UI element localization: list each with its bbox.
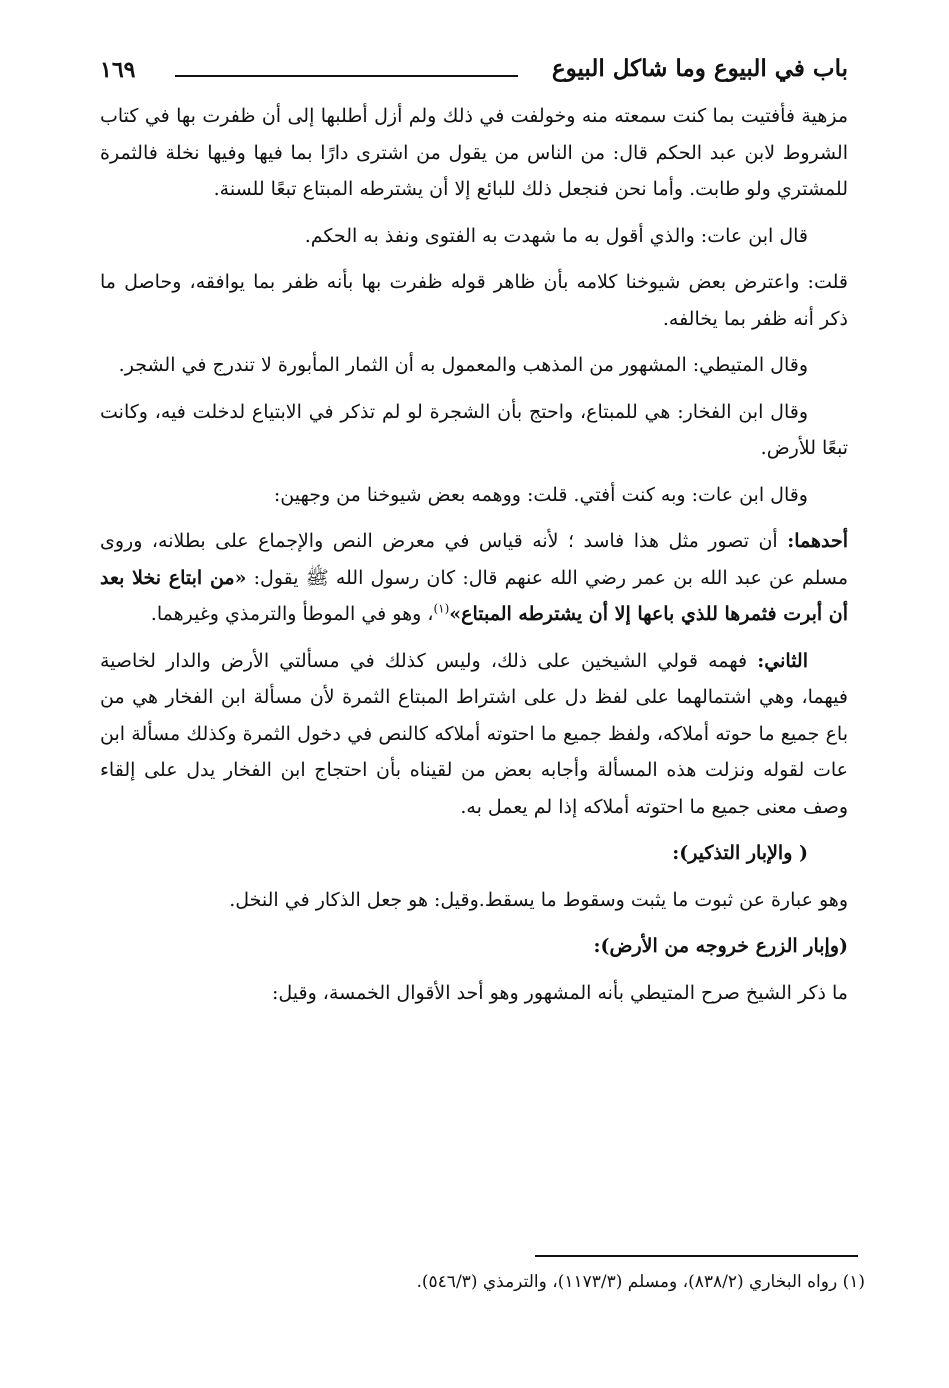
paragraph: وقال المتيطي: المشهور من المذهب والمعمول به أن الثمار المأبورة لا تندرج في الشجر. — [118, 354, 808, 376]
section-heading: ( والإبار التذكير): — [672, 842, 808, 864]
paragraph-first-objection — [100, 523, 848, 633]
lead-word: الثاني: — [757, 649, 808, 672]
paragraph: وقال ابن عات: وبه كنت أفتي. قلت: ووهمه بعض شيوخنا من وجهين: — [273, 483, 808, 506]
paragraph: مزهية فأفتيت بما كنت سمعته منه وخولفت في ذلك ولم أزل أطلبها إلى أن ظفرت بها في كتاب الشروط لابن عبد الحكم قال: من الناس من يقول من اشترى دارًا بما فيها وفيها نخلة فالثمرة للمشتري ولو طابت. وأما نحن فنجعل ذلك للبائع إلا أن يشترطه المبتاع تبعًا للسنة. — [100, 105, 848, 200]
footnote-rule — [535, 1255, 858, 1257]
lead-word: أحدهما: — [787, 530, 848, 552]
header-rule — [175, 75, 518, 77]
paragraph-second-objection — [100, 643, 848, 826]
paragraph-text: فهمه قولي الشيخين على ذلك، وليس كذلك في مسألتي الأرض والدار لخاصية فيهما، وهي اشتمالهما على لفظ دل على اشتراط المبتاع الثمرة لأن مسألة ابن الفخار هي من باع جميع ما حوته أملاكه، ولفظ جميع ما احتوته أملاكه كالنص في دخول الثمرة وكذلك مسألة ابن عات لقوله ونزلت هذه المسألة وأجابه بعض من لقيناه بأن احتجاج ابن الفخار يدل على إلقاء وصف معنى جميع ما احتوته أملاكه إذا لم يعمل به. — [100, 649, 848, 818]
footnote-ref[interactable]: (١) — [433, 601, 450, 616]
paragraph: قلت: واعترض بعض شيوخنا كلامه بأن ظاهر قوله ظفرت بها بأنه ظفر بما يوافقه، وحاصل ما ذكر أنه ظفر بما يخالفه. — [100, 271, 848, 330]
section-heading: (وإبار الزرع خروجه من الأرض): — [593, 935, 848, 957]
paragraph: وهو عبارة عن ثبوت ما يثبت وسقوط ما يسقط.وقيل: هو جعل الذكار في النخل. — [229, 888, 848, 911]
chapter-title: باب في البيوع وما شاكل البيوع — [551, 55, 848, 82]
hadith-quote: «من ابتاع نخلا بعد أن أبرت فثمرها للذي باعها إلا أن يشترطه المبتاع» — [100, 566, 848, 625]
paragraph-text: ، وهو في الموطأ والترمذي وغيرهما. — [150, 603, 434, 625]
paragraph: قال ابن عات: والذي أقول به ما شهدت به الفتوى ونفذ به الحكم. — [304, 224, 808, 247]
paragraph: وقال ابن الفخار: هي للمبتاع، واحتج بأن الشجرة لو لم تذكر في الابتياع لدخلت فيه، وكانت تبعًا للأرض. — [100, 400, 848, 459]
footnote: (١) رواه البخاري (٨٣٨/٢)، ومسلم (١١٧٣/٣)، والترمذي (٥٤٦/٣). — [416, 1272, 865, 1292]
main-text — [100, 98, 848, 1021]
page-number: ١٦٩ — [100, 57, 136, 83]
running-header — [100, 55, 848, 91]
paragraph-text: أن تصور مثل هذا فاسد ؛ لأنه قياس في معرض النص والإجماع على بطلانه، وروى مسلم عن عبد الله بن عمر رضي الله عنهم قال: كان رسول الله ﷺ يقول: — [100, 530, 848, 589]
paragraph: ما ذكر الشيخ صرح المتيطي بأنه المشهور وهو أحد الأقوال الخمسة، وقيل: — [271, 981, 848, 1004]
